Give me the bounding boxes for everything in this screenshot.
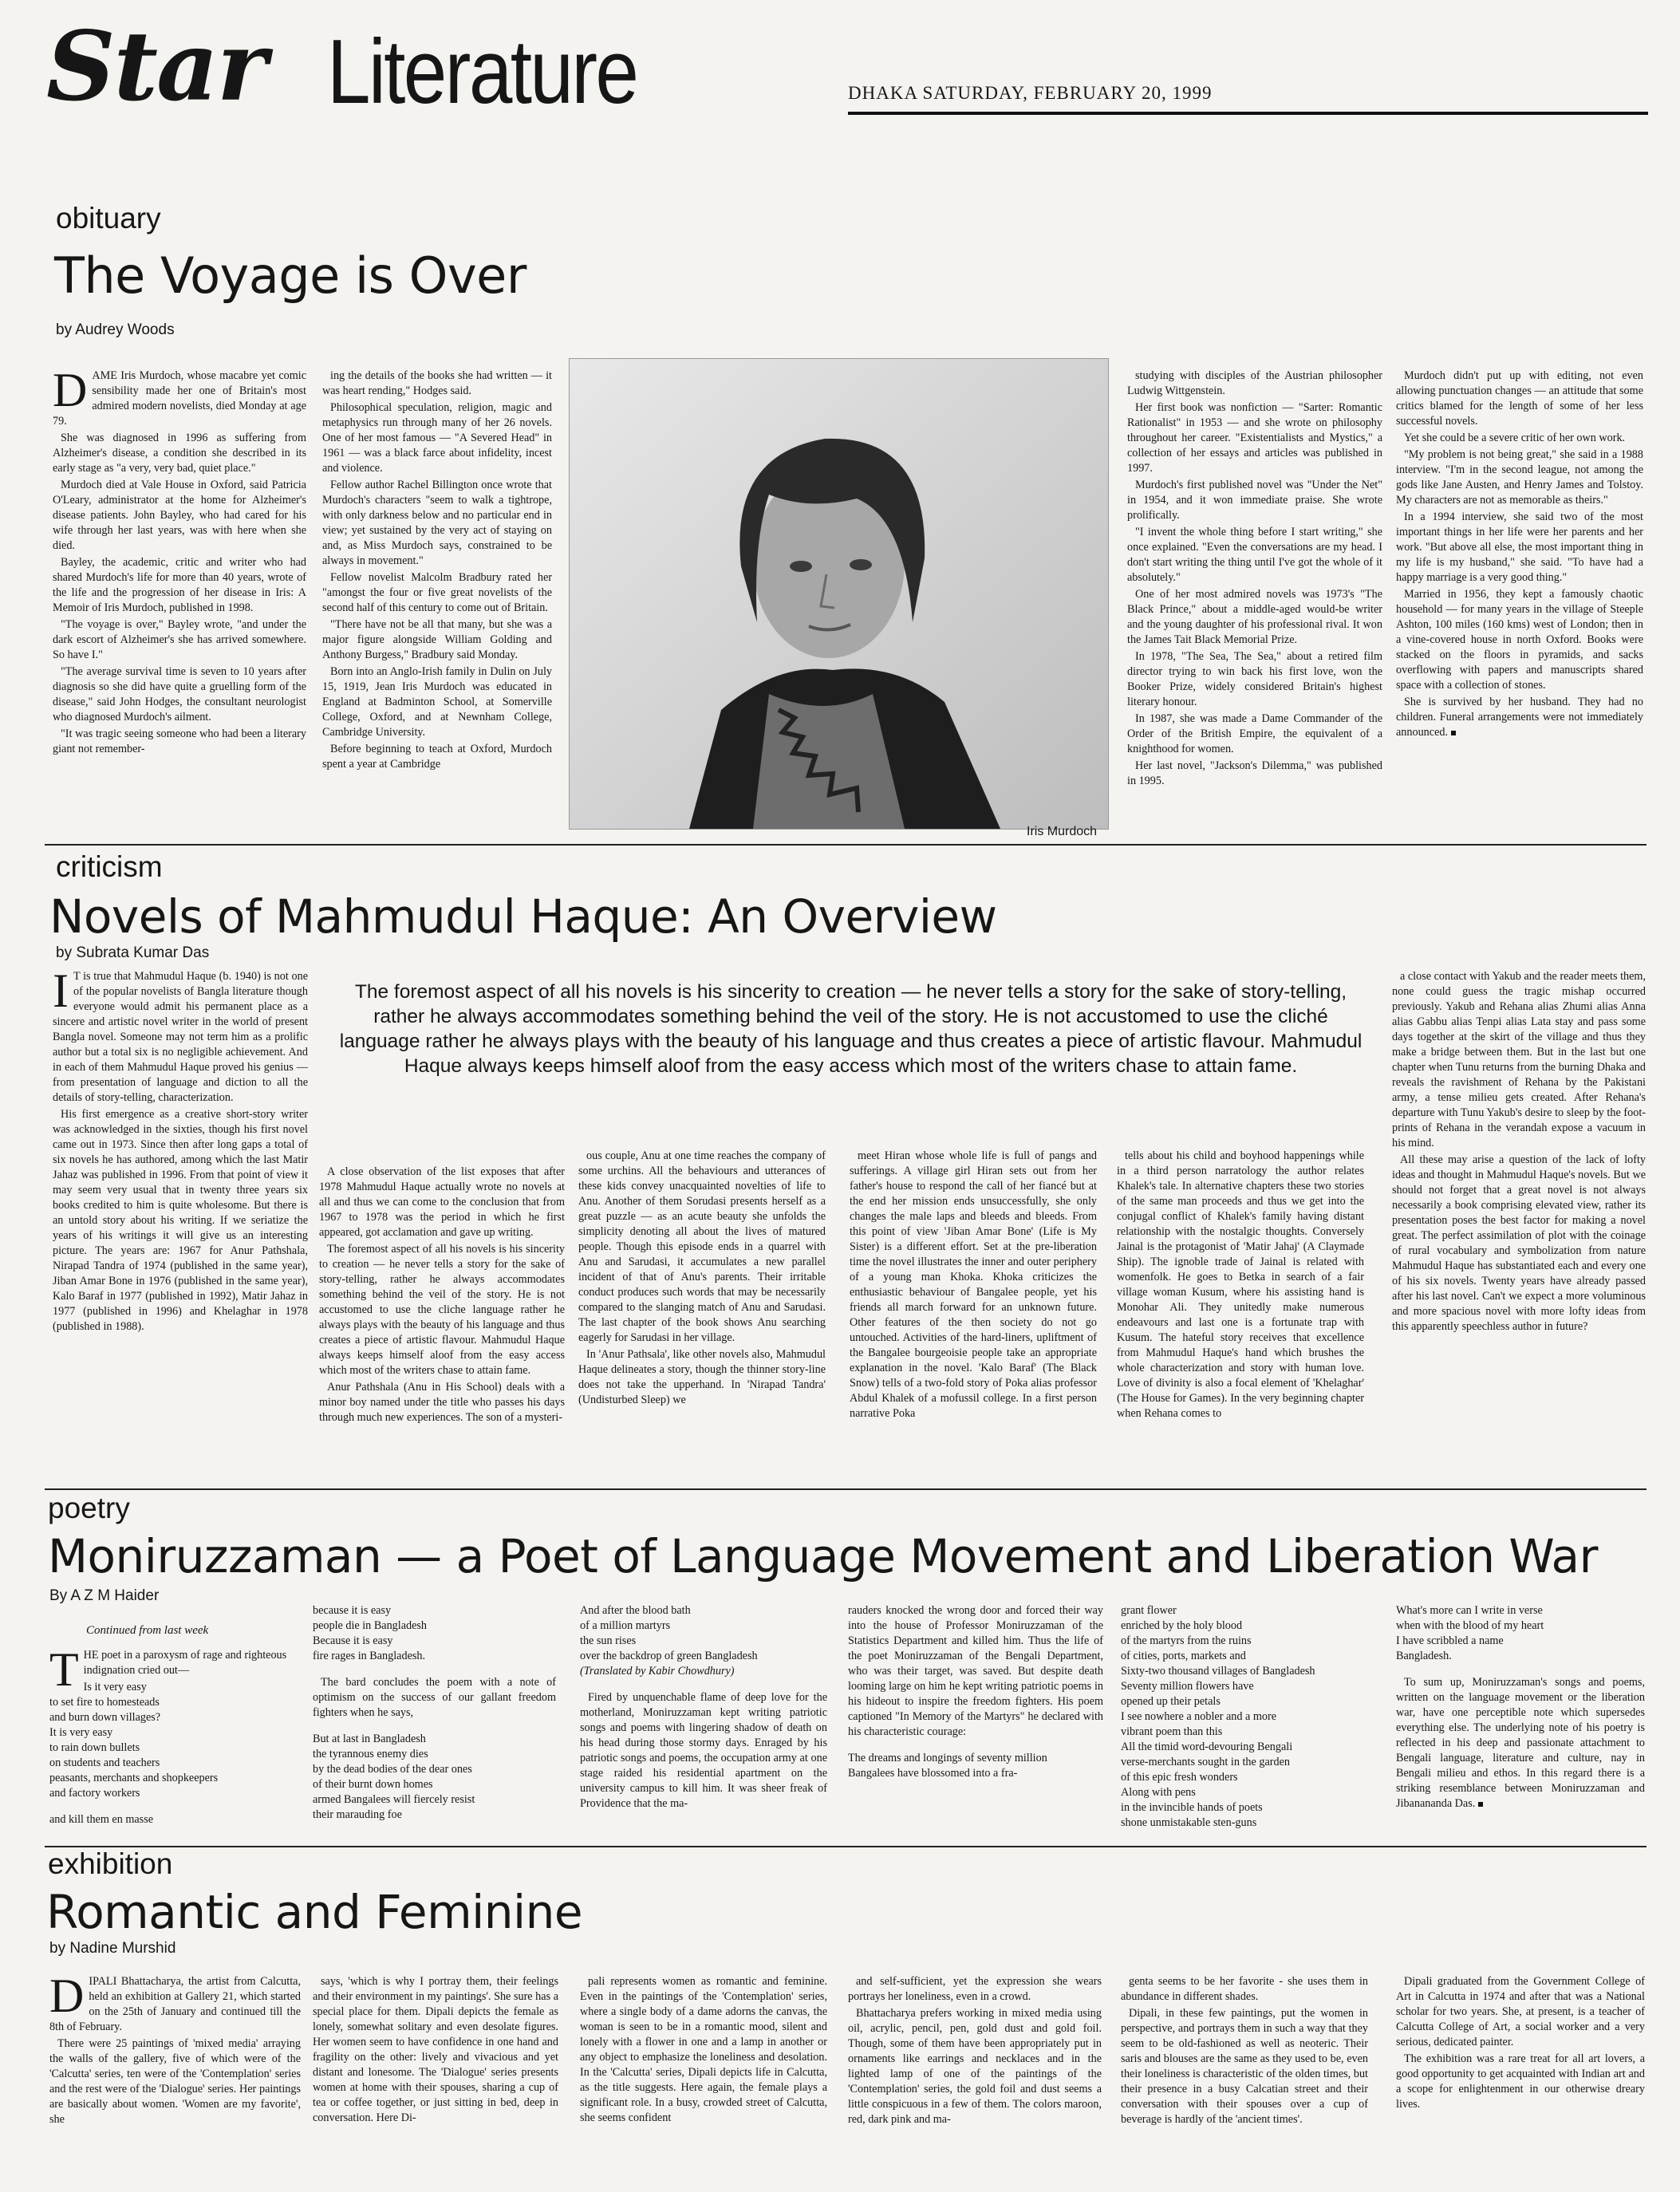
poem-line: by the dead bodies of the dear ones <box>313 1763 472 1776</box>
article-paragraph: "I invent the whole thing before I start writing," she once explained. "Even the conversations are my head. I don't start writing the thing until I've got the whole of it absolutely." <box>1127 526 1382 584</box>
poem-line: Is it very easy <box>83 1681 147 1693</box>
article-paragraph: ing the details of the books she had written — it was heart rending," Hodges said. <box>322 369 552 397</box>
masthead-star-logo: Star <box>46 10 266 123</box>
translation-credit: (Translated by Kabir Chowdhury) <box>580 1665 735 1678</box>
poetry-paragraph: To sum up, Moniruzzaman's songs and poems, written on the language movement or the liberation war, have one perceptible note which supersedes everything else. The underlying note of his poetry is reflected in his deep and passionate attachment to Bengali language, literature and culture, nay in Bengali milieu and ethos. In this regard there is a striking resemblance between Moniruzzaman and Jibanananda Das. <box>1396 1676 1645 1810</box>
article-paragraph: a close contact with Yakub and the reader meets them, none could guess the tragic mishap occurred previously. Yakub and Rehana alias Zhumi alias Anna alias Gabbu alias Tenpi alias Lata stay and pass some days together at the skirt of the village and thus they make a bridge between them. But in the last but one chapter when Tunu returns from the burning Dhaka and reveals the ravishment of Rehana by the Pakistani army, a tense milieu gets created. After Rehana's departure with Tunu Yakub's desire to sleep by the foot-prints of Rehana in the verandah expose a vacuum in his mind. <box>1392 970 1646 1149</box>
poem-line: people die in Bangladesh <box>313 1619 428 1632</box>
obituary-column-2 <box>322 369 552 831</box>
poetry-column-4 <box>848 1603 1103 1843</box>
poem-line: fire rages in Bangladesh. <box>313 1650 426 1662</box>
criticism-column-2 <box>319 1165 565 1484</box>
article-paragraph: His first emergence as a creative short-story writer was acknowledged in the sixties, though his first novel came out in 1973. Since then after long gaps a total of six novels he has authored, among which the last Matir Jahaz was published in 1996. From that point of view it may seem very usual that in twenty three years six books credited to him is quite wholesome. But there is an untold story about his writing. If we seriatize the years of his writings it will give us an interesting picture. The years are: 1967 for Anur Pathshala, Nirapad Tandra of 1974 (published in the same year), Jiban Amar Bone in 1976 (published in the same year), Kalo Baraf in 1977 (published in 1992), Matir Jahaz in 1977 (published in 1996) and Khelaghar in 1978 (published in 1988). <box>53 1108 308 1333</box>
poem-line: and factory workers <box>49 1787 140 1800</box>
section-label-poetry: poetry <box>48 1492 130 1524</box>
article-paragraph: In 'Anur Pathsala', like other novels also, Mahmudul Haque delineates a story, though the thinner story-line does not take the upperhand. In 'Nirapad Tandra' (Undisturbed Sleep) we <box>578 1348 826 1406</box>
poem-line: And after the blood bath <box>580 1604 691 1617</box>
end-mark <box>1478 1802 1483 1807</box>
poem-line: All the timid word-devouring Bengali <box>1121 1741 1293 1753</box>
poem-line: shone unmistakable sten-guns <box>1121 1816 1257 1829</box>
exhibition-column-4 <box>848 1974 1102 2183</box>
article-paragraph: Murdoch didn't put up with editing, not even allowing punctuation changes — an attitude that some critics blamed for the length of some of her less successful novels. <box>1396 369 1643 428</box>
article-paragraph: "It was tragic seeing someone who had been a literary giant not remember- <box>53 727 306 755</box>
article-paragraph: Bayley, the academic, critic and writer who had shared Murdoch's life for more than 40 years, wrote of the life and the progression of her disease in Iris: A Memoir of Iris Murdoch, published in 1998. <box>53 556 306 614</box>
poetry-column-1 <box>49 1648 289 1839</box>
criticism-column-5 <box>1117 1149 1364 1484</box>
poem-line: on students and teachers <box>49 1756 160 1769</box>
criticism-column-4 <box>850 1149 1097 1484</box>
article-paragraph: studying with disciples of the Austrian philosopher Ludwig Wittgenstein. <box>1127 369 1382 397</box>
article-paragraph: There were 25 paintings of 'mixed media' arraying the walls of the gallery, five of which were of the 'Calcutta' series, ten were of the 'Contemplation' series and the rest were of the 'Dialogue' series. Her paintings are basically about women. 'Women are my favorite', she <box>49 2037 301 2126</box>
poetry-intro: HE poet in a paroxysm of rage and righteous indignation cried out— <box>83 1649 287 1677</box>
dropcap: T <box>49 1648 79 1696</box>
poem-excerpt <box>313 1732 556 1823</box>
poem-line: over the backdrop of green Bangladesh <box>580 1650 758 1662</box>
poem-excerpt <box>1121 1603 1368 1831</box>
poem-excerpt <box>49 1680 289 1801</box>
dropcap: I <box>53 969 69 1017</box>
photo-caption: Iris Murdoch <box>1027 825 1098 838</box>
poetry-paragraph: Fired by unquenchable flame of deep love for the motherland, Moniruzzaman kept writing patriotic songs and poems with lingering shadow of death on his head during those stormy days. Enraged by his patriotic songs and poems, the occupation army at one stage raided his residential apartment on the university campus to kill him. It was sheer freak of Providence that the ma- <box>580 1691 827 1810</box>
dropcap: D <box>49 1974 85 2022</box>
poem-line: the tyrannous enemy dies <box>313 1748 428 1760</box>
poetry-paragraph: rauders knocked the wrong door and forced their way into the house of Professor Moniruzzaman of the Statistics Department and killed him. Thus the life of the poet Moniruzzaman of the Bengali Department, who was their target, was saved. But despite death looming large on him he kept writing patriotic poems in his hideout to inspire the freedom fighters. His poem captioned "In Memory of the Martyrs" he declared with his characteristic courage: <box>848 1604 1103 1738</box>
poem-line: I see nowhere a nobler and a more <box>1121 1710 1276 1723</box>
article-paragraph: The exhibition was a rare treat for all art lovers, a good opportunity to get acquainted with Indian art and a scope for enlightenment in our otherwise dreary lives. <box>1396 2052 1645 2111</box>
article-paragraph: In a 1994 interview, she said two of the most important things in her life were her parents and her work. "But above all else, the most important thing in my life is my husband," she said. "To have had a happy marriage is a very good thing." <box>1396 511 1643 584</box>
section-label-criticism: criticism <box>56 850 163 883</box>
headline-moniruzzaman: Moniruzzaman — a Poet of Language Movement and Liberation War <box>48 1529 1598 1583</box>
article-paragraph: She was diagnosed in 1996 as suffering from Alzheimer's disease, a condition she described in its early stage as "a very, very bad, quiet place." <box>53 432 306 475</box>
poem-excerpt <box>313 1603 556 1664</box>
pull-quote: The foremost aspect of all his novels is his sincerity to creation — he never tells a story for the sake of story-telling, rather he always accommodates something behind the veil of the story. He is not accustomed to use the cliché language rather he always plays with the beauty of his language and thus creates a piece of artistic flavour. Mahmudul Haque always keeps himself aloof from the easy access which most of the writers chase to attain fame. <box>339 981 1363 1077</box>
article-paragraph: pali represents women as romantic and feminine. Even in the paintings of the 'Contemplation' series, where a single body of a dame adorns the canvas, the woman is seen to be in a romantic mood, silent and lonely with a flower in one and a lamp in another or any object to emphasize the loneliness and desolation. In the 'Calcutta' series, Dipali depicts life in Calcutta, as the title suggests. Here again, the female plays a significant role. In a busy, crowded street of Calcutta, she seems confident <box>580 1975 827 2124</box>
article-paragraph: A close observation of the list exposes that after 1978 Mahmudul Haque actually wrote no novels at all and thus we can come to the conclusion that from 1967 to 1978 was the period in which he first appeared, got acclamation and gave up writing. <box>319 1165 565 1239</box>
article-paragraph: DAME Iris Murdoch, whose macabre yet comic sensibility made her one of Britain's most admired modern novelists, died Monday at age 79. <box>53 369 306 428</box>
article-paragraph: In 1978, "The Sea, The Sea," about a retired film director trying to win back his first love, won the Booker Prize, widely considered Britain's highest literary honour. <box>1127 650 1382 708</box>
article-paragraph: Murdoch died at Vale House in Oxford, said Patricia O'Leary, administrator at the home for Alzheimer's disease patients. John Bayley, who had cared for his wife through her last years, was with here when she died. <box>53 479 306 552</box>
poem-line: I have scribbled a name <box>1396 1634 1504 1647</box>
poem-line: armed Bangalees will fiercely resist <box>313 1793 475 1806</box>
poem-line: The dreams and longings of seventy million <box>848 1752 1047 1764</box>
exhibition-column-3 <box>580 1974 827 2183</box>
headline-voyage: The Voyage is Over <box>54 246 526 305</box>
article-paragraph: Her first book was nonfiction — "Sarter: Romantic Rationalist" in 1953 — and she wrote on philosophy throughout her career. "Existentialists and Mystics," a collection of her essays and articles was published in 1997. <box>1127 401 1382 475</box>
poem-line: verse-merchants sought in the garden <box>1121 1756 1290 1768</box>
poem-excerpt <box>1396 1603 1645 1664</box>
article-paragraph: Bhattacharya prefers working in mixed media using oil, acrylic, pencil, pen, gold dust and gold foil. Though, some of them have been appropriately put in ornaments like earrings and necklaces and in the lighted lamp of one of the paintings of the 'Contemplation' series, the gold foil and dust seems a little conspicuous in a few of them. The colors maroon, red, dark pink and ma- <box>848 2007 1102 2126</box>
article-paragraph: "The voyage is over," Bayley wrote, "and under the dark escort of Alzheimer's she has arrived somewhere. So have I." <box>53 618 306 661</box>
poem-line: What's more can I write in verse <box>1396 1604 1543 1617</box>
article-paragraph: She is survived by her husband. They had no children. Funeral arrangements were not immediately announced. <box>1396 696 1643 739</box>
exhibition-column-2 <box>313 1974 558 2183</box>
article-paragraph: Married in 1956, they kept a famously chaotic household — for many years in the village of Steeple Ashton, 100 miles (160 kms) west of London; then in a vine-covered house in north Oxford. Books were stacked on the floors in pyramids, and sacks overflowing with papers and manuscripts shared space with a collection of stones. <box>1396 588 1643 692</box>
poem-line: of cities, ports, markets and <box>1121 1650 1246 1662</box>
exhibition-column-1 <box>49 1974 301 2183</box>
article-paragraph: "My problem is not being great," she said in a 1988 interview. "I'm in the second league, not among the gods like Jane Austen, and Henry James and Tolstoy. My characters are not as memorable as theirs." <box>1396 448 1643 507</box>
poem-excerpt <box>580 1603 827 1664</box>
headline-romantic-feminine: Romantic and Feminine <box>46 1885 583 1939</box>
poem-line: enriched by the holy blood <box>1121 1619 1243 1632</box>
poem-line: Sixty-two thousand villages of Bangladesh <box>1121 1665 1315 1678</box>
poetry-column-2 <box>313 1603 556 1843</box>
section-label-obituary: obituary <box>56 202 161 235</box>
byline-obituary: by Audrey Woods <box>56 321 175 338</box>
poem-line: peasants, merchants and shopkeepers <box>49 1772 219 1784</box>
article-paragraph: In 1987, she was made a Dame Commander of the Order of the British Empire, the equivalent of a knighthood for women. <box>1127 712 1382 755</box>
headline-mahmudul-haque: Novels of Mahmudul Haque: An Overview <box>49 889 997 944</box>
criticism-column-1 <box>53 969 308 1484</box>
section-divider <box>45 1846 1646 1847</box>
dropcap: D <box>53 369 88 416</box>
poetry-paragraph: The bard concludes the poem with a note of optimism on the success of our gallant freedom fighters when he says, <box>313 1676 556 1719</box>
article-paragraph: I T is true that Mahmudul Haque (b. 1940) is not one of the popular novelists of Bangla literature though everyone would admit his permanent place as a sincere and artistic novel writer in the world of present Bangla novel. Someone may not term him as a prolific author but a total six is no negligible achievement. And in each of them Mahmudul Haque proved his genius — from presentation of language and diction to all the details of story-telling, characterization. <box>53 969 308 1104</box>
poem-line: and kill them en masse <box>49 1813 154 1826</box>
article-paragraph: ous couple, Anu at one time reaches the company of some urchins. All the behaviours and utterances of these kids convey unacquainted novelties of life to Anu. Another of them Sorudasi presents herself as a great puzzle — as an acute beauty she unfolds the simplicity denoting all about the lives of matured people. Though this episode ends in a quarrel with Anu and Sarudasi, it accumulates a new parallel incident of that of Anu's parents. Their irritable conduct produces such words that may be necessarily compared to the slanging match of Anu and Sarudasi. The last chapter of the book shows Anu searching eagerly for Sarudasi in her village. <box>578 1149 826 1344</box>
poem-line: when with the blood of my heart <box>1396 1619 1544 1632</box>
portrait-image <box>570 359 1108 829</box>
byline-poetry: By A Z M Haider <box>49 1587 160 1604</box>
iris-murdoch-photo <box>569 358 1109 830</box>
article-paragraph: Anur Pathshala (Anu in His School) deals with a minor boy named under the title who passes his days through much new experiences. The son of a mysteri- <box>319 1381 565 1424</box>
continued-note: Continued from last week <box>86 1624 209 1637</box>
end-mark <box>1451 731 1456 735</box>
article-paragraph: meet Hiran whose whole life is full of pangs and sufferings. A village girl Hiran sets out from her father's house to respond the call of her fiancé but at the end her mission ends unsuccessfully, she only changes the male laps and bleeds and bleeds. From this point of view 'Jiban Amar Bone' (Life is My Sister) is a different effort. Set at the pre-liberation time the novel illustrates the inner and outer periphery of a young man Khoka. Khoka criticizes the enthusiastic behaviour of Bangalee people, yet his friends all march forward for an unknown future. Other features of the then society do not go untouched. Activities of the hard-liners, upliftment of the Bangalee bourgeoisie people take an appropriate explanation in the novel. 'Kalo Baraf' (The Black Snow) tells of a two-fold story of Poka alias professor Abdul Khalek of a mofussil college. In a first person narrative Poka <box>850 1149 1097 1420</box>
poem-line: But at last in Bangladesh <box>313 1733 426 1745</box>
poem-line: of this epic fresh wonders <box>1121 1771 1238 1784</box>
article-paragraph: Dipali graduated from the Government College of Art in Calcutta in 1974 and after that was a National scholar for two years. She, at present, is a teacher of Calcutta College of Art, a social worker and a very serious, dedicated painter. <box>1396 1975 1645 2048</box>
poem-line: Bangladesh. <box>1396 1650 1452 1662</box>
poem-line: of a million martyrs <box>580 1619 671 1632</box>
poem-line: Seventy million flowers have <box>1121 1680 1254 1693</box>
poem-line: vibrant poem than this <box>1121 1725 1223 1738</box>
obituary-column-3 <box>1127 369 1382 839</box>
poem-line: because it is easy <box>313 1604 392 1617</box>
article-paragraph: DIPALI Bhattacharya, the artist from Calcutta, held an exhibition at Gallery 21, which started on the 25th of January and continued till the 8th of February. <box>49 1974 301 2033</box>
article-paragraph: tells about his child and boyhood happenings while in a third person narratology the author relates Khalek's tale. In alternative chapters these two stories of the same man proceeds and thus we get into the conjugal conflict of Khalek's family having distant relationship with the nostalgic thoughts. Conversely Jainal is the protagonist of 'Matir Jahaj' (A Claymade Ship). The ignoble trade of Jainal is related with womenfolk. He goes to Betka in search of a fair village woman Kusum, where his assisting hand is Monohar Ali. They unitedly make numerous endeavours and last one is a fortunate trap with Kusum. The hateful story receives that excellence from Mahmudul Haque's hand which brushes the whole characterization and story with human love. Love of divinity is also a focal element of 'Khelaghar' (The House for Games). In the very beginning chapter when Rehana comes to <box>1117 1149 1364 1420</box>
article-paragraph: The foremost aspect of all his novels is his sincerity to creation — he never tells a story for the sake of story-telling, rather he always accommodates something behind the veil of the story. He is not accustomed to use the cliche language rather he always plays with the beauty of his language and thus creates a piece of artistic flavour. Mahmudul Haque always keeps himself aloof from the easy access which most of the writers chase to attain fame. <box>319 1243 565 1377</box>
article-paragraph: "There have not be all that many, but she was a major figure alongside William Golding and Anthony Burgess," Bradbury said Monday. <box>322 618 552 661</box>
article-paragraph: Before beginning to teach at Oxford, Murdoch spent a year at Cambridge <box>322 743 552 771</box>
exhibition-column-5 <box>1121 1974 1368 2183</box>
poem-line: Because it is easy <box>313 1634 393 1647</box>
section-divider <box>45 1488 1646 1490</box>
article-paragraph: All these may arise a question of the lack of lofty ideas and thought in Mahmudul Haque's novels. But we should not forget that a great novel is not always necessarily a book comprising elevated view, rather its presentation poses the best factor for making a novel great. The perfect assimilation of plot with the coinage of rural vocabulary and symbolization from nature Mahmudul Haque has substantiated each and every one of his six novels. Twenty years have already passed after his last novel. Can't we expect a more voluminous and more spacious novel with more lofty ideas from this apparently speechless author in future? <box>1392 1153 1646 1333</box>
poem-line: opened up their petals <box>1121 1695 1221 1708</box>
poetry-column-6 <box>1396 1603 1645 1843</box>
article-paragraph: Fellow novelist Malcolm Bradbury rated her "amongst the four or five great novelists of the second half of this century to come out of Britain. <box>322 571 552 614</box>
byline-criticism: by Subrata Kumar Das <box>56 944 210 961</box>
exhibition-column-6 <box>1396 1974 1645 2183</box>
poetry-column-5 <box>1121 1603 1368 1843</box>
poem-line: the sun rises <box>580 1634 637 1647</box>
section-divider <box>45 844 1646 846</box>
article-paragraph: Dipali, in these few paintings, put the women in perspective, and portrays them in such a way that they seem to be old-fashioned as well as neoteric. Their saris and blouses are the same as they used to be, even their loneliness is characteristic of the olden times, but their presence in a busy Calcatian street and their conversation with their spouses over a cup of beverage is hardly of the 'ancient times'. <box>1121 2007 1368 2126</box>
poem-line: and burn down villages? <box>49 1711 161 1724</box>
byline-exhibition: by Nadine Murshid <box>49 1940 176 1957</box>
poem-line: their marauding foe <box>313 1808 402 1821</box>
article-paragraph: says, 'which is why I portray them, their feelings and their environment in my paintings'. She sure has a special place for them. Dipali depicts the female as lonely, somewhat solitary and even desolate figures. Her women seem to have confidence in one hand and fragility on the other: lively and vivacious and yet distant and lonesome. The 'Dialogue' series presents women at home with their spouses, sharing a cup of tea or coffee together, or just sitting in bed, deep in conversation. Here Di- <box>313 1975 558 2124</box>
article-paragraph: "The average survival time is seven to 10 years after diagnosis so she did have quite a gruelling form of the disease," said John Hodges, the consultant neurologist who diagnosed Murdoch's ailment. <box>53 665 306 723</box>
section-label-exhibition: exhibition <box>48 1847 173 1880</box>
poem-line: of the martyrs from the ruins <box>1121 1634 1252 1647</box>
poem-line: It is very easy <box>49 1726 113 1739</box>
poem-line: to rain down bullets <box>49 1741 140 1754</box>
poetry-column-3 <box>580 1603 827 1843</box>
poem-line: of their burnt down homes <box>313 1778 433 1791</box>
poem-line: Along with pens <box>1121 1786 1196 1799</box>
article-paragraph: Yet she could be a severe critic of her own work. <box>1404 432 1626 444</box>
poem-line: Bangalees have blossomed into a fra- <box>848 1767 1018 1780</box>
article-paragraph: Born into an Anglo-Irish family in Dulin on July 15, 1919, Jean Iris Murdoch was educated in England at Badminton School, at Somerville College, Oxford, and at Newnham College, Cambridge University. <box>322 665 552 739</box>
article-paragraph: Philosophical speculation, religion, magic and metaphysics run through many of her 26 novels. One of her most famous — "A Severed Head" in 1961 — was a black farce about infidelity, incest and violence. <box>322 401 552 475</box>
masthead-rule <box>848 112 1648 115</box>
article-paragraph: Fellow author Rachel Billington once wrote that Murdoch's characters "seem to walk a tightrope, with only darkness below and no particular end in view; yet sustained by the very act of staying on and, as Miss Murdoch says, constrained to be always in movement." <box>322 479 552 567</box>
poem-line: in the invincible hands of poets <box>1121 1801 1263 1814</box>
article-paragraph: Murdoch's first published novel was "Under the Net" in 1954, and it won immediate praise. She wrote prolifically. <box>1127 479 1382 522</box>
criticism-column-3 <box>578 1149 826 1484</box>
obituary-column-1 <box>53 369 306 831</box>
article-paragraph: One of her most admired novels was 1973's "The Black Prince," about a middle-aged would-be writer and the young daughter of his professional rival. It won the James Tait Black Memorial Prize. <box>1127 588 1382 646</box>
article-paragraph: genta seems to be her favorite - she uses them in abundance in different shades. <box>1121 1975 1368 2003</box>
poem-line: to set fire to homesteads <box>49 1696 160 1709</box>
obituary-column-4 <box>1396 369 1643 839</box>
masthead-literature: Literature <box>327 22 637 123</box>
dateline: DHAKA SATURDAY, FEBRUARY 20, 1999 <box>848 83 1213 103</box>
article-paragraph: Her last novel, "Jackson's Dilemma," was published in 1995. <box>1127 759 1382 787</box>
article-paragraph: and self-sufficient, yet the expression she wears portrays her loneliness, even in a crowd. <box>848 1975 1102 2003</box>
poem-line: grant flower <box>1121 1604 1177 1617</box>
criticism-column-6 <box>1392 969 1646 1484</box>
poem-excerpt <box>848 1751 1103 1781</box>
